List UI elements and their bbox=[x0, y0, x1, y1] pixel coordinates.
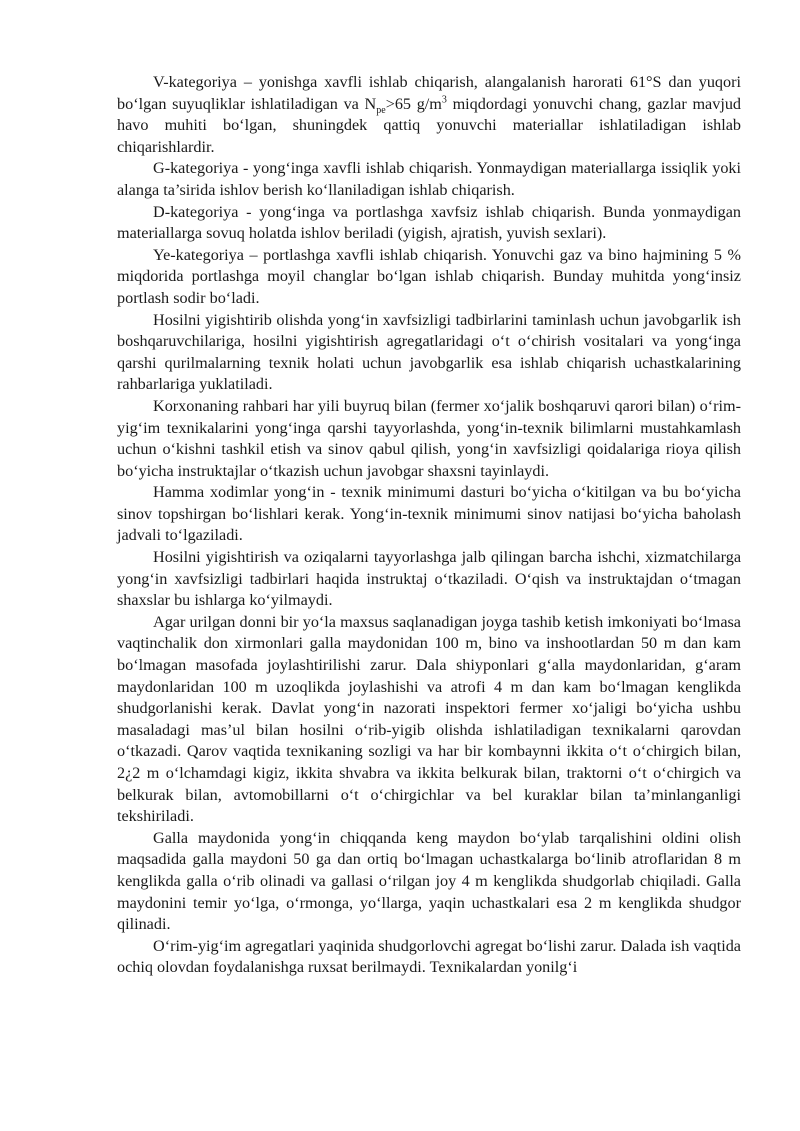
paragraph-field-fire-spread: Galla maydonida yong‘in chiqqanda keng maydon bo‘ylab tarqalishini oldini olish maqsadida galla maydoni 50 ga dan ortiq bo‘lmagan uchastkalarga bo‘linib atroflaridan 8 m kenglikda galla o‘rib olinadi va gallasi o‘rilgan joy 4 m kenglikda shudgorlab chiqiladi. Galla maydonini temir yo‘lga, o‘rmonga, yo‘llarga, yaqin uchastkalari esa 2 m kenglikda shudgor qilinadi. bbox=[117, 828, 741, 934]
paragraph-instruction: Hosilni yigishtirish va oziqalarni tayyorlashga jalb qilingan barcha ishchi, xizmatchilarga yong‘in xavfsizligi tadbirlari haqida instruktaj o‘tkaziladi. O‘qish va instruktajdan o‘tmagan shaxslar bu ishlarga ko‘yilmaydi. bbox=[117, 548, 741, 610]
superscript-3: 3 bbox=[441, 94, 447, 106]
paragraph-grain-storage: Agar urilgan donni bir yo‘la maxsus saqlanadigan joyga tashib ketish imkoniyati bo‘lmasa vaqtinchalik don xirmonlari galla maydonidan 100 m, bino va inshootlardan 50 m dan kam bo‘lmagan masofada joylashtirilishi zarur. Dala shiyponlari g‘alla maydonlaridan, g‘aram maydonlaridan 100 m uzoqlikda joylashishi va atrofi 4 m dan kam bo‘lmagan kenglikda shudgorlanishi kerak. Davlat yong‘in nazorati inspektori fermer xo‘jaligi bo‘yicha ushbu masaladagi mas’ul bilan hosilni o‘rib-yigib olishda ishlatiladigan texnikalarni qarovdan o‘tkazadi. Qarov vaqtida texnikaning sozligi va har bir kombaynni ikkita o‘t o‘chirgich bilan, 2¿2 m o‘lchamdagi kigiz, ikkita shvabra va ikkita belkurak bilan, traktorni o‘t o‘chirgich va belkurak bilan, avtomobillarni o‘t o‘chirgichlar va bel kuraklar bilan ta’minlanganligi tekshiriladi. bbox=[117, 612, 741, 826]
document-page bbox=[117, 72, 741, 979]
paragraph-fire-technical-minimum: Hamma xodimlar yong‘in - texnik minimumi dasturi bo‘yicha o‘kitilgan va bu bo‘yicha sinov topshirgan bo‘lishlari kerak. Yong‘in-texnik minimumi sinov natijasi bo‘yicha baholash jadvali to‘lgaziladi. bbox=[117, 483, 741, 545]
paragraph-d-category: D-kategoriya - yong‘inga va portlashga xavfsiz ishlab chiqarish. Bunda yonmaydigan materiallarga sovuq holatda ishlov beriladi (yigish, ajratish, yuvish sexlari). bbox=[117, 202, 741, 243]
paragraph-ye-category: Ye-kategoriya – portlashga xavfli ishlab chiqarish. Yonuvchi gaz va bino hajmining 5 % miqdorida portlashga moyil changlar bo‘lgan ishlab chiqarish. Bunday muhitda yong‘insiz portlash sodir bo‘ladi. bbox=[117, 245, 741, 307]
paragraph-v-text-pre: V-kategoriya – yonishga xavfli ishlab chiqarish, alangalanish harorati 61°S dan yuqori bo‘lgan suyuqliklar ishlatiladigan va N bbox=[117, 73, 741, 113]
paragraph-v-text-post: miqdordagi yonuvchi chang, gazlar mavjud havo muhiti bo‘lgan, shuningdek qattiq yonuvchi materiallar ishlatiladigan ishlab chiqarishlardir. bbox=[117, 94, 742, 156]
subscript-pe: pe bbox=[376, 104, 386, 116]
paragraph-harvest-aggregates: O‘rim-yig‘im agregatlari yaqinida shudgorlovchi agregat bo‘lishi zarur. Dalada ish vaqtida ochiq olovdan foydalanishga ruxsat berilmaydi. Texnikalardan yonilg‘i bbox=[117, 936, 741, 977]
paragraph-manager-order: Korxonaning rahbari har yili buyruq bilan (fermer xo‘jalik boshqaruvi qarori bilan) o‘rim-yig‘im texnikalarini yong‘inga qarshi tayyorlashda, yong‘in-texnik bilimlarni mustahkamlash uchun o‘kishni tashkil etish va sinov qabul qilish, yong‘in xavfsizligi qoidalariga rioya qilish bo‘yicha instruktajlar o‘tkazish uchun javobgar shaxsni tayinlaydi. bbox=[117, 396, 741, 480]
paragraph-v-text-mid: >65 g/m bbox=[385, 94, 442, 113]
paragraph-responsibility: Hosilni yigishtirib olishda yong‘in xavfsizligi tadbirlarini taminlash uchun javobgarlik ish boshqaruvchilariga, hosilni yigishtirish agregatlaridagi o‘t o‘chirish vositalari va yong‘inga qarshi qurilmalarning texnik holati uchun javobgarlik esa ishlab chiqarish uchastkalarining rahbarlariga yuklatiladi. bbox=[117, 310, 741, 394]
paragraph-g-category: G-kategoriya - yong‘inga xavfli ishlab chiqarish. Yonmaydigan materiallarga issiqlik yoki alanga ta’sirida ishlov berish ko‘llaniladigan ishlab chiqarish. bbox=[117, 159, 741, 199]
paragraph-v-category bbox=[117, 72, 741, 158]
